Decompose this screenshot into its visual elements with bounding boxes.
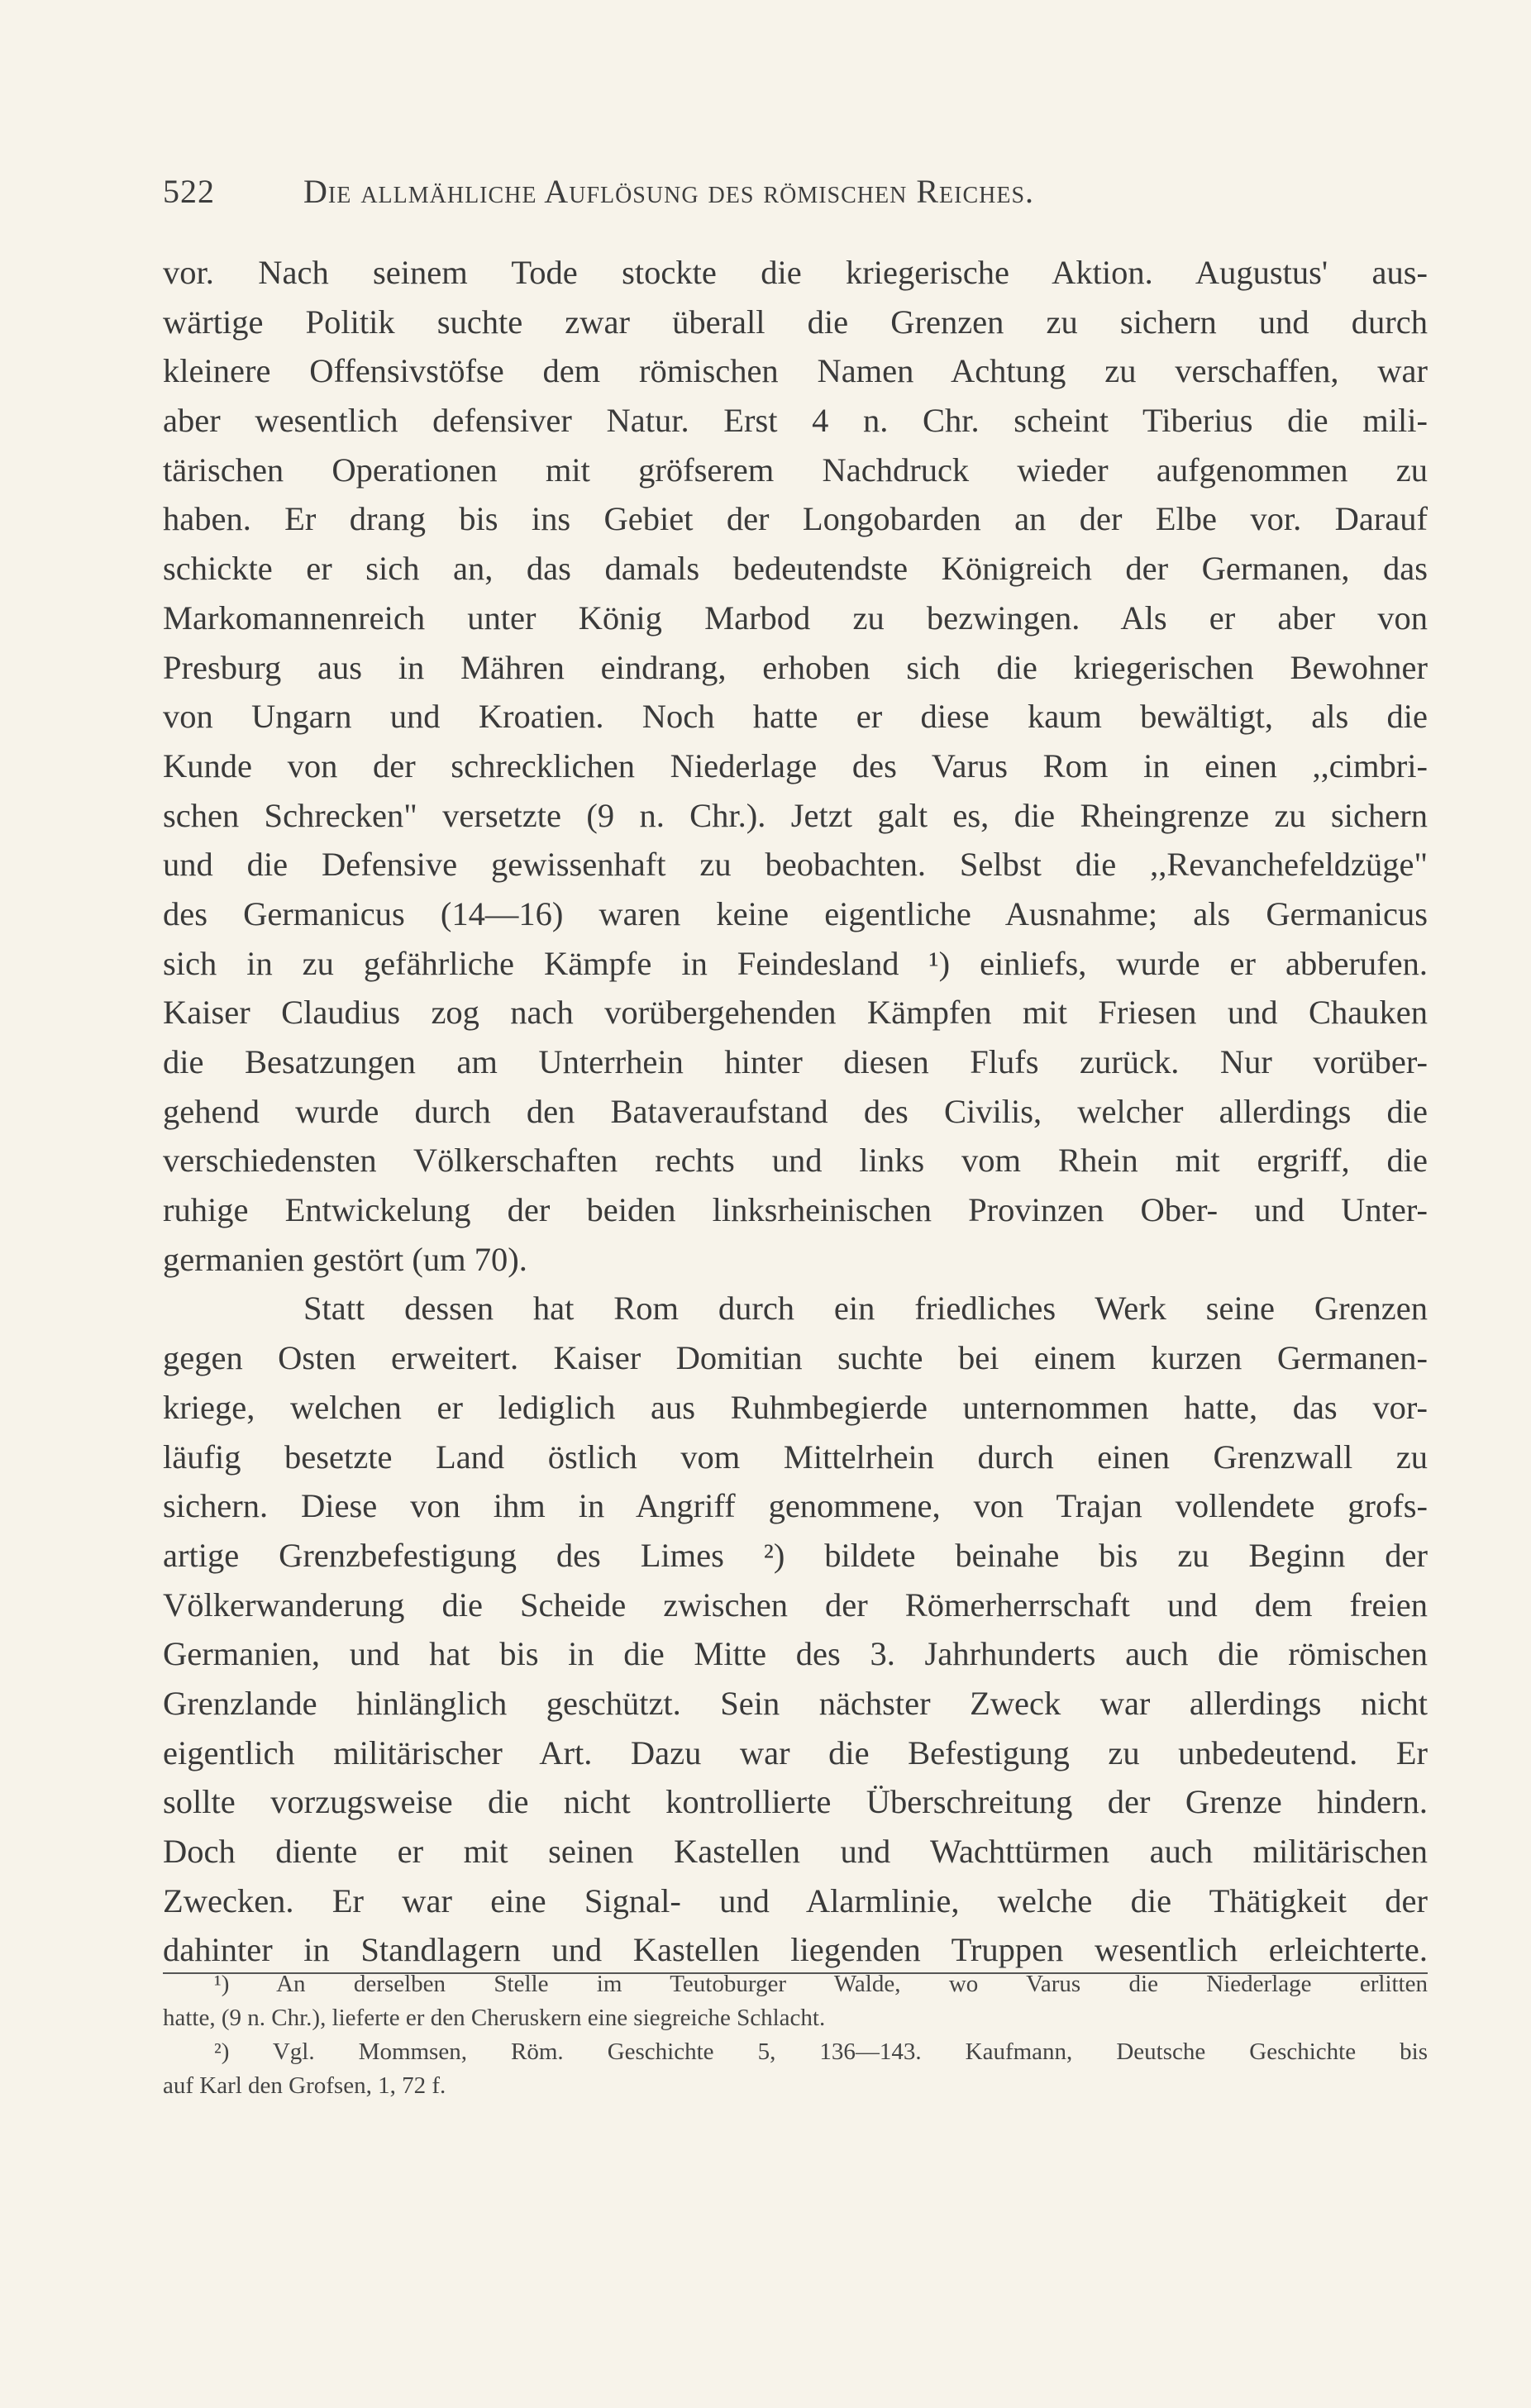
text-line: wärtige Politik suchte zwar überall die Grenzen zu sichern und durch — [163, 303, 1428, 341]
footnote-2-line: ²) Vgl. Mommsen, Röm. Geschichte 5, 136—143. Kaufmann, Deutsche Geschichte bis — [214, 2038, 1428, 2065]
text-line: haben. Er drang bis ins Gebiet der Longobarden an der Elbe vor. Darauf — [163, 500, 1428, 538]
text-line: Germanien, und hat bis in die Mitte des 3. Jahrhunderts auch die römischen — [163, 1635, 1428, 1673]
body-text — [163, 248, 1428, 1975]
text-line: Kaiser Claudius zog nach vorübergehenden Kämpfen mit Friesen und Chauken — [163, 994, 1428, 1032]
text-line: sollte vorzugsweise die nicht kontrollierte Überschreitung der Grenze hindern. — [163, 1783, 1428, 1821]
text-line: verschiedensten Völkerschaften rechts und links vom Rhein mit ergriff, die — [163, 1142, 1428, 1180]
running-title: Die allmähliche Auflösung des römischen Reiches. — [303, 173, 1035, 210]
text-line: sich in zu gefährliche Kämpfe in Feindesland ¹) einliefs, wurde er abberufen. — [163, 944, 1428, 982]
text-line: kleinere Offensivstöfse dem römischen Namen Achtung zu verschaffen, war — [163, 352, 1428, 390]
text-line: und die Defensive gewissenhaft zu beobachten. Selbst die ,,Revanchefeldzüge" — [163, 846, 1428, 884]
text-line: die Besatzungen am Unterrhein hinter diesen Flufs zurück. Nur vorüber- — [163, 1043, 1428, 1080]
text-line: Markomannenreich unter König Marbod zu bezwingen. Als er aber von — [163, 598, 1428, 637]
footnote-1-line: hatte, (9 n. Chr.), lieferte er den Cheruskern eine siegreiche Schlacht. — [163, 2005, 826, 2031]
footnote-1-line: ¹) An derselben Stelle im Teutoburger Walde, wo Varus die Niederlage erlitten — [214, 1971, 1428, 1997]
text-line: artige Grenzbefestigung des Limes ²) bildete beinahe bis zu Beginn der — [163, 1536, 1428, 1574]
footnotes — [163, 1967, 1428, 2103]
text-line: tärischen Operationen mit gröfserem Nachdruck wieder aufgenommen zu — [163, 451, 1428, 489]
text-line: gehend wurde durch den Bataveraufstand des Civilis, welcher allerdings die — [163, 1092, 1428, 1130]
text-line: Völkerwanderung die Scheide zwischen der Römerherrschaft und dem freien — [163, 1585, 1428, 1624]
text-line: vor. Nach seinem Tode stockte die kriegerische Aktion. Augustus' aus- — [163, 254, 1428, 291]
page-number: 522 — [163, 173, 215, 210]
text-line: sichern. Diese von ihm in Angriff genommene, von Trajan vollendete grofs- — [163, 1487, 1428, 1525]
book-page — [163, 0, 1428, 2408]
text-line: Kunde von der schrecklichen Niederlage des Varus Rom in einen ,,cimbri- — [163, 746, 1428, 784]
text-line: dahinter in Standlagern und Kastellen liegenden Truppen wesentlich erleichterte. — [163, 1931, 1428, 1969]
text-line: gegen Osten erweitert. Kaiser Domitian suchte bei einem kurzen Germanen- — [163, 1339, 1428, 1377]
text-line: Doch diente er mit seinen Kastellen und Wachttürmen auch militärischen — [163, 1833, 1428, 1870]
text-line: Presburg aus in Mähren eindrang, erhoben sich die kriegerischen Bewohner — [163, 648, 1428, 686]
footnote-2-line: auf Karl den Grofsen, 1, 72 f. — [163, 2072, 446, 2099]
text-line: eigentlich militärischer Art. Dazu war die Befestigung zu unbedeutend. Er — [163, 1733, 1428, 1771]
text-line: von Ungarn und Kroatien. Noch hatte er diese kaum bewältigt, als die — [163, 698, 1428, 736]
text-line: schen Schrecken" versetzte (9 n. Chr.). Jetzt galt es, die Rheingrenze zu sichern — [163, 796, 1428, 834]
paragraph-end-line: germanien gestört (um 70). — [163, 1240, 527, 1278]
text-line: des Germanicus (14—16) waren keine eigentliche Ausnahme; als Germanicus — [163, 894, 1428, 932]
text-line: Grenzlande hinlänglich geschützt. Sein nächster Zweck war allerdings nicht — [163, 1684, 1428, 1722]
text-line: läufig besetzte Land östlich vom Mittelrhein durch einen Grenzwall zu — [163, 1438, 1428, 1476]
text-line: schickte er sich an, das damals bedeutendste Königreich der Germanen, das — [163, 550, 1428, 588]
text-line: kriege, welchen er lediglich aus Ruhmbegierde unternommen hatte, das vor- — [163, 1388, 1428, 1426]
text-line: Zwecken. Er war eine Signal- und Alarmlinie, welche die Thätigkeit der — [163, 1881, 1428, 1919]
text-line: ruhige Entwickelung der beiden linksrheinischen Provinzen Ober- und Unter- — [163, 1191, 1428, 1229]
paragraph-start-line: Statt dessen hat Rom durch ein friedliches Werk seine Grenzen — [303, 1290, 1428, 1328]
text-line: aber wesentlich defensiver Natur. Erst 4 n. Chr. scheint Tiberius die mili- — [163, 402, 1428, 440]
running-header — [163, 172, 1428, 222]
